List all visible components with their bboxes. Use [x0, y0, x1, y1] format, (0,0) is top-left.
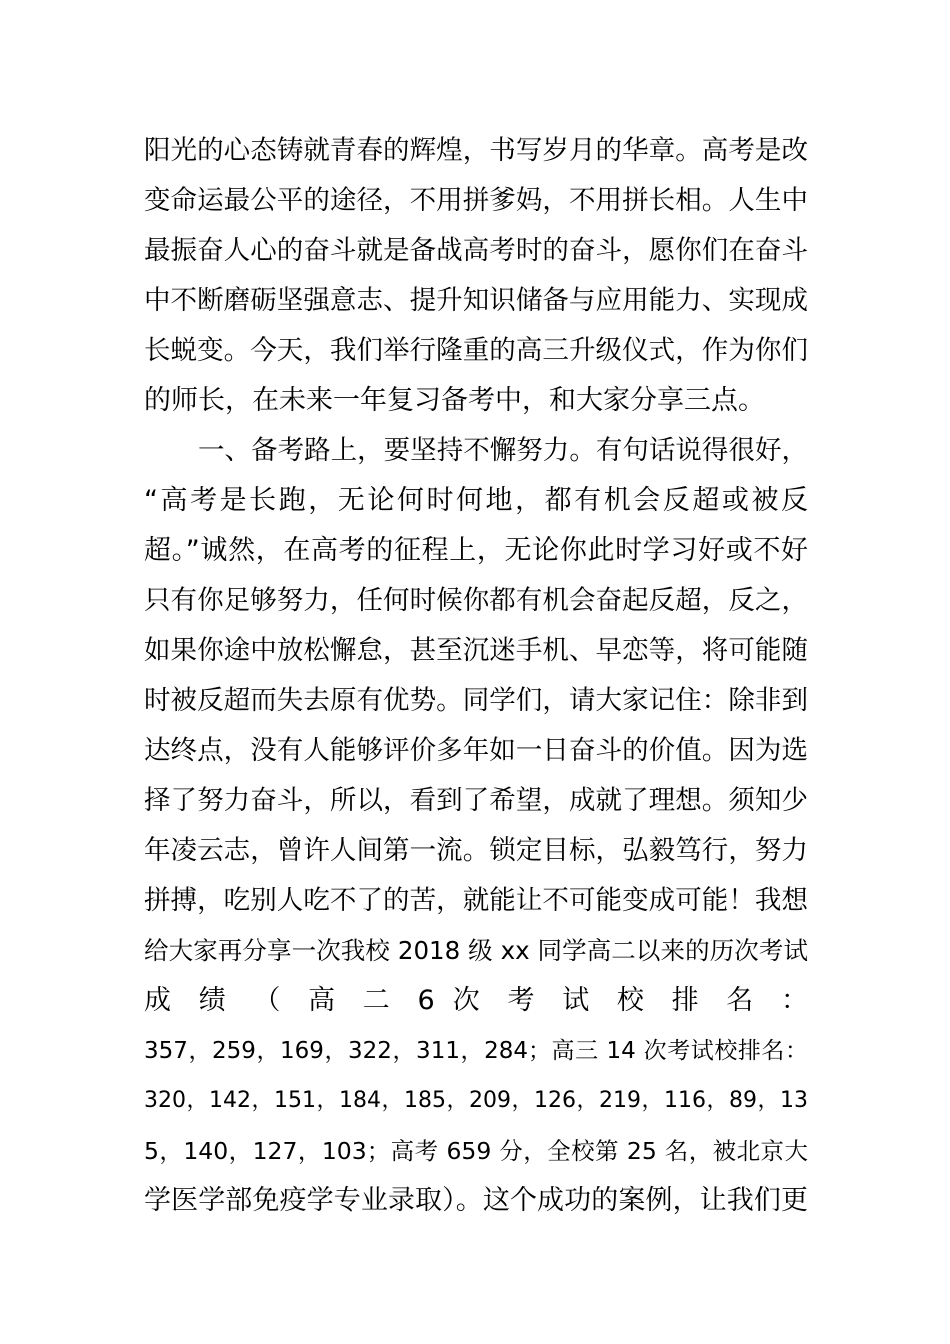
text-line: 阳光的心态铸就青春的辉煌，书写岁月的华章。高考是改: [144, 135, 808, 166]
text-line: 5，140，127，103；高考 659 分，全校第 25 名，被北京大: [144, 1137, 808, 1165]
text-line: 最振奋人心的奋斗就是备战高考时的奋斗，愿你们在奋斗: [144, 235, 808, 266]
document-body: [144, 126, 808, 1226]
text-line: 成 绩 （ 高 二 6 次 考 试 校 排 名 ：: [144, 985, 808, 1016]
text-line: 中不断磨砺坚强意志、提升知识储备与应用能力、实现成: [144, 285, 808, 316]
text-line: “高考是长跑，无论何时何地，都有机会反超或被反: [144, 485, 808, 516]
text-line: 年凌云志，曾许人间第一流。锁定目标，弘毅笃行，努力: [144, 835, 808, 866]
text-line: 357，259，169，322，311，284；高三 14 次考试校排名：: [144, 1038, 808, 1064]
text-line: 学医学部免疫学专业录取）。这个成功的案例，让我们更: [144, 1185, 808, 1216]
text-line: 达终点，没有人能够评价多年如一日奋斗的价值。因为选: [144, 735, 808, 766]
text-line: 只有你足够努力，任何时候你都有机会奋起反超，反之，: [144, 585, 808, 616]
text-line: 320，142，151，184，185，209，126，219，116，89，13: [144, 1088, 808, 1113]
text-line: 超。”诚然，在高考的征程上，无论你此时学习好或不好: [144, 535, 808, 566]
text-line: 的师长，在未来一年复习备考中，和大家分享三点。: [144, 385, 765, 416]
paragraph-first-line: 一、备考路上，要坚持不懈努力。有句话说得很好，: [198, 435, 808, 466]
text-line: 拼搏，吃别人吃不了的苦，就能让不可能变成可能！我想: [144, 885, 808, 916]
text-line: 时被反超而失去原有优势。同学们，请大家记住：除非到: [144, 685, 808, 716]
text-line: 变命运最公平的途径，不用拼爹妈，不用拼长相。人生中: [144, 185, 808, 216]
text-line: 如果你途中放松懈怠，甚至沉迷手机、早恋等，将可能随: [144, 635, 808, 666]
text-line: 择了努力奋斗，所以，看到了希望，成就了理想。须知少: [144, 785, 808, 816]
text-line: 给大家再分享一次我校 2018 级 xx 同学高二以来的历次考试: [144, 936, 808, 965]
text-line: 长蜕变。今天，我们举行隆重的高三升级仪式，作为你们: [144, 335, 808, 366]
